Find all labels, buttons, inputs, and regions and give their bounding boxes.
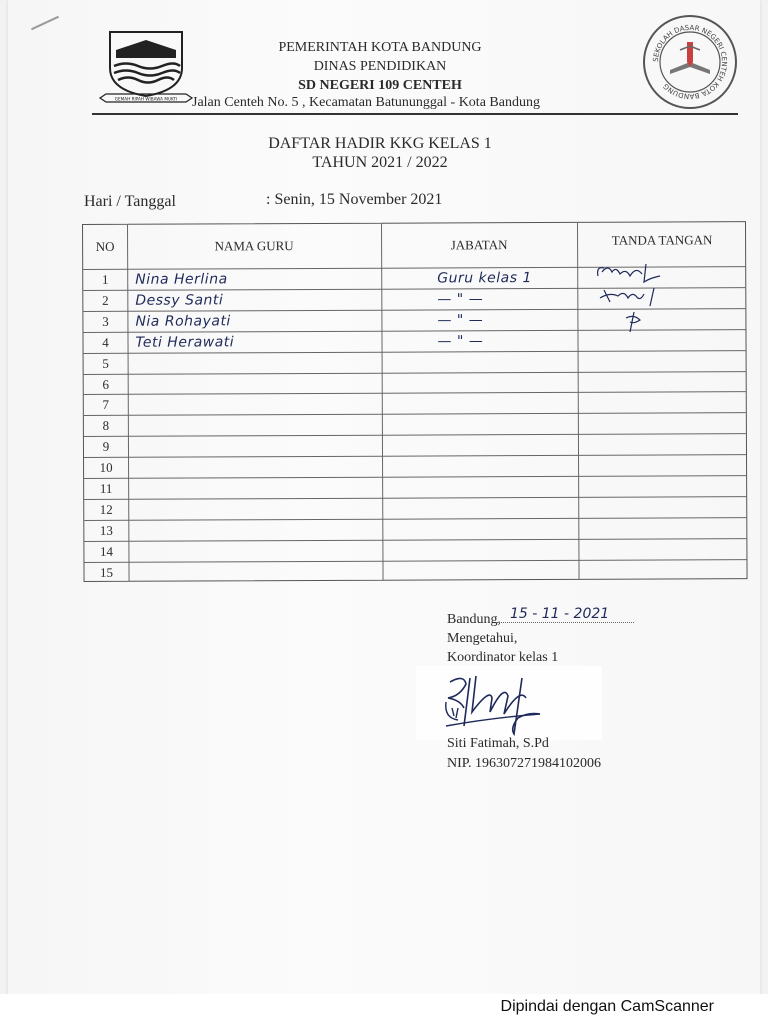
document-title [180, 134, 580, 172]
letterhead-text [190, 38, 570, 95]
row-number: 1 [101, 271, 109, 287]
coordinator-name: Siti Fatimah, S.Pd [447, 736, 549, 751]
table-row [84, 496, 746, 520]
school-name: SD NEGERI 109 CENTEH [298, 78, 462, 93]
row-number: 3 [102, 313, 109, 329]
table-row [84, 371, 746, 395]
header-position: JABATAN [450, 237, 508, 253]
teacher-position [438, 435, 568, 456]
table-row [84, 412, 746, 436]
teacher-position [438, 351, 568, 372]
teacher-name [136, 352, 376, 373]
table-row [84, 350, 746, 374]
teacher-name: Nina Herlina [135, 271, 228, 288]
teacher-name: Teti Herawati [135, 334, 235, 351]
acknowledged-label: Mengetahui, [447, 631, 518, 646]
teacher-name [136, 373, 376, 394]
teacher-name [136, 394, 376, 415]
teacher-name [136, 520, 376, 541]
date-label: Hari / Tanggal [84, 193, 176, 210]
bandung-emblem-logo [96, 28, 196, 108]
table-row [84, 559, 746, 583]
teacher-position [438, 477, 568, 498]
year-line: TAHUN 2021 / 2022 [312, 154, 448, 171]
table-row [84, 538, 746, 562]
title-line: DAFTAR HADIR KKG KELAS 1 [268, 135, 492, 152]
row-number: 5 [102, 355, 109, 371]
row-number: 14 [99, 543, 113, 559]
table-row [84, 391, 746, 415]
teacher-name: Nia Rohayati [135, 313, 231, 330]
teacher-name [136, 457, 376, 478]
table-row [84, 433, 746, 457]
teacher-position: — " — [437, 312, 484, 329]
department-line: DINAS PENDIDIKAN [313, 59, 447, 74]
row-number: 10 [99, 459, 113, 476]
header-no: NO [95, 238, 115, 254]
teacher-position [438, 540, 568, 561]
coordinator-signature [430, 668, 560, 738]
teacher-name [136, 478, 376, 499]
teacher-position [438, 393, 568, 414]
logo-motto: GEMAH RIPAH WIBAWA MUKTI [114, 96, 178, 102]
teacher-position [438, 498, 568, 519]
government-line: PEMERINTAH KOTA BANDUNG [278, 40, 482, 55]
teacher-name [136, 561, 376, 582]
handwritten-date: 15 - 11 - 2021 [510, 606, 610, 622]
teacher-position [438, 372, 568, 393]
table-row [84, 517, 746, 541]
attendee-signatures [590, 262, 680, 342]
row-number: 9 [102, 439, 110, 455]
header-name: NAMA GURU [214, 238, 294, 254]
sign-place: Bandung, [447, 612, 502, 627]
date-value: : Senin, 15 November 2021 [266, 191, 443, 208]
header-signature: TANDA TANGAN [611, 232, 713, 248]
coordinator-name-block [447, 734, 601, 774]
coordinator-nip: NIP. 196307271984102006 [447, 756, 602, 771]
scanner-watermark: Dipindai dengan CamScanner [500, 998, 714, 1015]
teacher-position: Guru kelas 1 [437, 270, 532, 287]
teacher-position [438, 560, 568, 581]
teacher-name [136, 436, 376, 457]
table-row [84, 475, 746, 499]
teacher-position [438, 519, 568, 540]
row-number: 4 [102, 334, 109, 350]
seal-ring-text: SEKOLAH DASAR NEGERI CENTEH KOTA BANDUNG [651, 23, 729, 101]
row-number: 11 [99, 480, 113, 496]
teacher-name [136, 540, 376, 561]
school-seal-logo [640, 12, 740, 112]
row-number: 6 [102, 376, 109, 392]
letterhead-divider [92, 113, 738, 115]
teacher-position: — " — [437, 291, 484, 308]
teacher-name [136, 499, 376, 520]
date-dotted-line [496, 622, 634, 623]
teacher-position [438, 456, 568, 477]
table-row [84, 454, 746, 478]
teacher-name: Dessy Santi [135, 292, 224, 309]
teacher-position: — " — [437, 332, 484, 350]
school-address: Jalan Centeh No. 5 , Kecamatan Batununggal - Kota Bandung [192, 95, 540, 110]
row-number: 15 [99, 564, 114, 580]
row-number: 8 [102, 418, 110, 434]
row-number: 13 [99, 522, 113, 538]
row-number: 12 [99, 501, 113, 517]
teacher-name [136, 415, 376, 436]
teacher-position [438, 414, 568, 435]
row-number: 7 [102, 397, 110, 413]
coordinator-role: Koordinator kelas 1 [447, 650, 559, 665]
row-number: 2 [102, 292, 109, 308]
